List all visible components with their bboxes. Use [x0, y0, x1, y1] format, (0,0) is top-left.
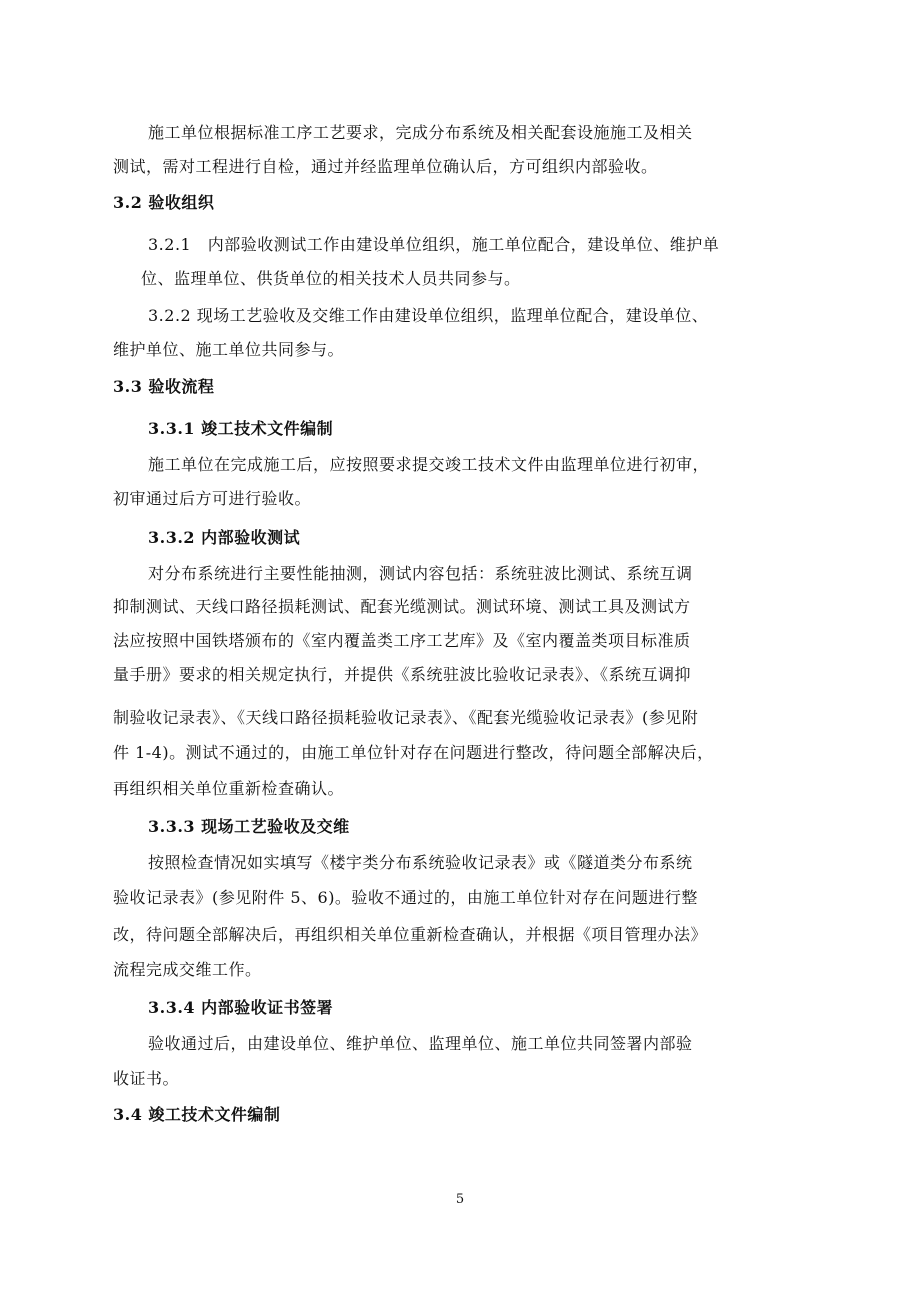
- paragraph-3-2-1-line-1: 3.2.1 内部验收测试工作由建设单位组织，施工单位配合，建设单位、维护单: [148, 235, 720, 254]
- paragraph-intro-line-2: 测试，需对工程进行自检，通过并经监理单位确认后，方可组织内部验收。: [113, 157, 658, 176]
- paragraph-3-3-2-line-7: 再组织相关单位重新检查确认。: [113, 779, 345, 798]
- section-heading-3-3: 3.3 验收流程: [113, 377, 215, 396]
- paragraph-3-3-2-line-3: 法应按照中国铁塔颁布的《室内覆盖类工序工艺库》及《室内覆盖类项目标准质: [113, 631, 691, 650]
- paragraph-3-3-3-line-3: 改，待问题全部解决后，再组织相关单位重新检查确认，并根据《项目管理办法》: [113, 925, 708, 944]
- subsection-heading-3-3-2: 3.3.2 内部验收测试: [148, 528, 301, 547]
- paragraph-3-3-2-line-1: 对分布系统进行主要性能抽测，测试内容包括：系统驻波比测试、系统互调: [148, 564, 693, 583]
- paragraph-3-3-2-line-5: 制验收记录表》、《天线口路径损耗验收记录表》、《配套光缆验收记录表》(参见附: [113, 708, 699, 727]
- paragraph-3-3-3-line-1: 按照检查情况如实填写《楼宇类分布系统验收记录表》或《隧道类分布系统: [148, 853, 693, 872]
- paragraph-3-3-2-line-4: 量手册》要求的相关规定执行，并提供《系统驻波比验收记录表》、《系统互调抑: [113, 665, 692, 684]
- section-heading-3-2: 3.2 验收组织: [113, 193, 215, 212]
- page-number: 5: [455, 1192, 465, 1207]
- paragraph-3-3-4-line-1: 验收通过后，由建设单位、维护单位、监理单位、施工单位共同签署内部验: [148, 1034, 693, 1053]
- paragraph-3-3-1-line-1: 施工单位在完成施工后，应按照要求提交竣工技术文件由监理单位进行初审，: [148, 455, 710, 474]
- paragraph-3-3-3-line-4: 流程完成交维工作。: [113, 960, 262, 979]
- subsection-heading-3-3-4: 3.3.4 内部验收证书签署: [148, 998, 334, 1017]
- section-heading-3-4: 3.4 竣工技术文件编制: [113, 1105, 281, 1124]
- paragraph-3-3-3-line-2: 验收记录表》(参见附件 5、6)。验收不通过的，由施工单位针对存在问题进行整: [113, 888, 698, 907]
- paragraph-3-2-2-line-1: 3.2.2 现场工艺验收及交维工作由建设单位组织，监理单位配合，建设单位、: [148, 306, 709, 325]
- subsection-heading-3-3-3: 3.3.3 现场工艺验收及交维: [148, 817, 350, 836]
- paragraph-intro-line-1: 施工单位根据标准工序工艺要求，完成分布系统及相关配套设施施工及相关: [148, 123, 693, 142]
- paragraph-3-3-1-line-2: 初审通过后方可进行验收。: [113, 489, 312, 508]
- paragraph-3-3-2-line-6: 件 1-4)。测试不通过的，由施工单位针对存在问题进行整改，待问题全部解决后，: [113, 743, 714, 762]
- paragraph-3-2-2-line-2: 维护单位、施工单位共同参与。: [113, 340, 345, 359]
- paragraph-3-3-4-line-2: 收证书。: [113, 1069, 180, 1088]
- subsection-heading-3-3-1: 3.3.1 竣工技术文件编制: [148, 419, 334, 438]
- paragraph-3-2-1-line-2: 位、监理单位、供货单位的相关技术人员共同参与。: [141, 269, 521, 288]
- paragraph-3-3-2-line-2: 抑制测试、天线口路径损耗测试、配套光缆测试。测试环境、测试工具及测试方: [113, 597, 691, 616]
